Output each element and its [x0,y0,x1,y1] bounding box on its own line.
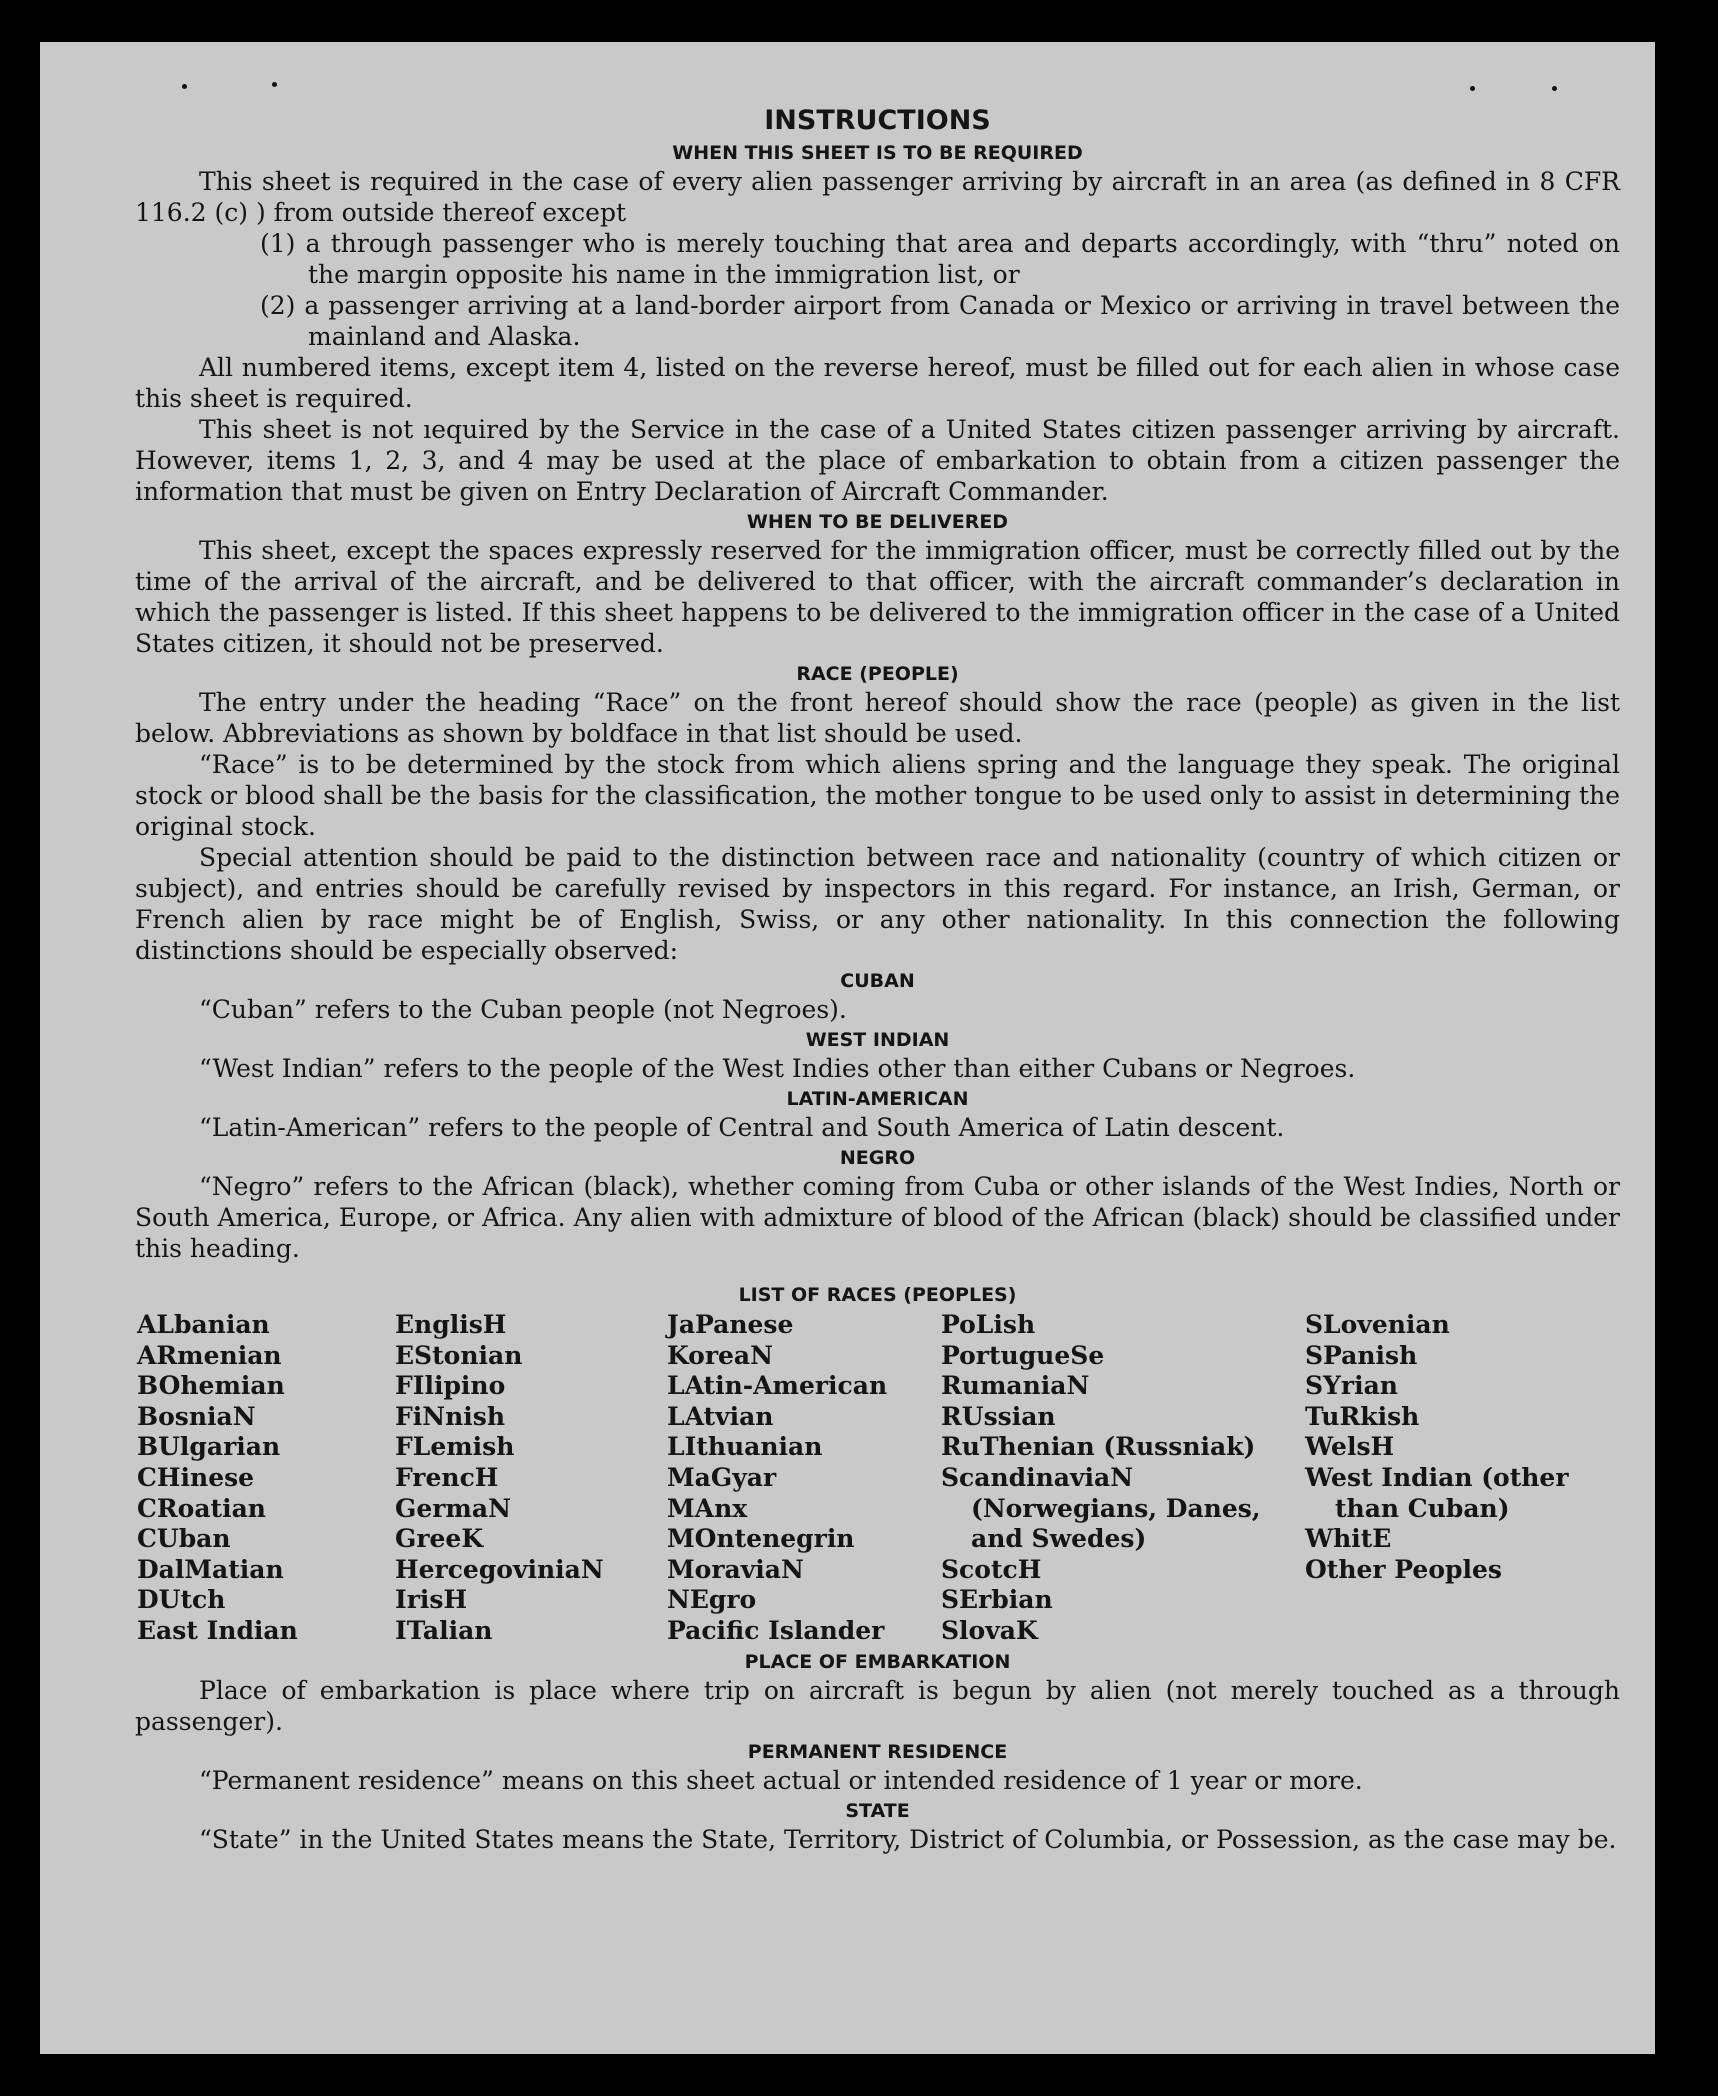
race-column [1305,1310,1585,1647]
race-entry: LAtvian [667,1401,774,1431]
paragraph: The entry under the heading “Race” on the front hereof should show the race (people) as given in the list below. Abbreviations as shown by boldface in that list should be used. [135,688,1620,748]
paragraph: “Permanent residence” means on this sheet actual or intended residence of 1 year or more. [199,1765,1363,1795]
paragraph: “Negro” refers to the African (black), whether coming from Cuba or other islands of the West Indies, North or South America, Europe, or Africa. Any alien with admixture of blood of the African (black) should be classified under this heading. [135,1172,1620,1263]
section-heading: WHEN TO BE DELIVERED [746,511,1009,533]
race-entry: SErbian [941,1585,1053,1615]
race-entry: SLovenian [1305,1310,1450,1339]
paragraph: This sheet, except the spaces expressly reserved for the immigration officer, must be correctly filled out by the time of the arrival of the aircraft, and be delivered to that officer, with the aircraft commander’s declaration in which the passenger is listed. If this sheet happens to be delivered to the immigration officer in the case of a United States citizen, it should not be preserved. [135,536,1620,658]
race-entry: BosniaN [137,1401,256,1431]
paragraph: “State” in the United States means the State, Territory, District of Columbia, or Possession, as the case may be. [199,1824,1617,1854]
race-entry: NEgro [667,1585,757,1615]
paragraph: “West Indian” refers to the people of the West Indies other than either Cubans or Negroes. [199,1054,1356,1083]
race-list [137,1310,1620,1647]
list-item: (1) a through passenger who is merely touching that area and departs accordingly, with “thru” noted on the margin opposite his name in the immigration list, or [260,229,1620,289]
race-entry: BOhemian [137,1371,285,1401]
race-entry: ITalian [395,1615,493,1645]
race-entry: KoreaN [667,1340,773,1370]
race-entry: JaPanese [667,1310,794,1339]
race-entry: GermaN [395,1493,511,1523]
race-entry: DalMatian [137,1554,284,1584]
paragraph: All numbered items, except item 4, listed on the reverse hereof, must be filled out for each alien in whose case this sheet is required. [135,353,1620,413]
race-entry: CRoatian [137,1493,266,1523]
speck-mark [1470,86,1475,91]
paragraph: “Cuban” refers to the Cuban people (not Negroes). [199,995,847,1024]
section-heading: PLACE OF EMBARKATION [744,1650,1011,1673]
section-heading: STATE [845,1799,910,1822]
race-entry: PortugueSe [941,1340,1105,1370]
race-entry: CHinese [137,1462,255,1492]
paragraph: “Race” is to be determined by the stock from which aliens spring and the language they speak. The original stock or blood shall be the basis for the classification, the mother tongue to be used only to assist in determining the original stock. [135,750,1620,841]
race-column [667,1310,941,1647]
paragraph: This sheet is required in the case of every alien passenger arriving by aircraft in an area (as defined in 8 CFR 116.2 (c) ) from outside thereof except [135,167,1620,227]
race-column [941,1310,1305,1647]
list-item: (2) a passenger arriving at a land-border airport from Canada or Mexico or arriving in travel between the mainland and Alaska. [260,291,1620,351]
race-entry: EnglisH [395,1310,507,1339]
instructions-content [135,104,1620,1855]
race-entry: SYrian [1305,1371,1398,1401]
race-entry: FiNnish [395,1401,506,1431]
race-entry: FrencH [395,1462,499,1492]
page-title: INSTRUCTIONS [764,105,991,136]
race-entry: EStonian [395,1340,523,1370]
race-entry: ScotcH [941,1554,1042,1584]
race-entry: Pacific Islander [667,1615,885,1645]
race-entry: FIlipino [395,1371,506,1401]
race-entry: ScandinaviaN (Norwegians, Danes, and Swedes) [941,1462,1261,1554]
race-column [137,1310,395,1647]
race-entry: FLemish [395,1432,515,1462]
race-entry: WhitE [1305,1524,1392,1554]
race-entry: Other Peoples [1305,1554,1502,1584]
race-entry: BUlgarian [137,1432,281,1462]
speck-mark [1552,86,1557,91]
race-entry: West Indian (other than Cuban) [1305,1462,1569,1523]
section-heading: CUBAN [840,970,915,992]
race-entry: MaGyar [667,1462,777,1492]
race-column [395,1310,667,1647]
speck-mark [272,82,277,87]
race-entry: SPanish [1305,1340,1418,1370]
race-entry: CUban [137,1524,231,1554]
race-entry: MOntenegrin [667,1524,855,1554]
race-entry: LIthuanian [667,1432,823,1462]
section-heading: LATIN-AMERICAN [786,1088,969,1110]
section-heading: WEST INDIAN [805,1029,950,1051]
race-entry: ALbanian [137,1310,270,1339]
race-entry: PoLish [941,1310,1036,1339]
race-entry: WelsH [1305,1432,1395,1462]
race-entry: RUssian [941,1401,1056,1431]
race-entry: MoraviaN [667,1554,804,1584]
section-heading: WHEN THIS SHEET IS TO BE REQUIRED [672,142,1083,164]
race-entry: GreeK [395,1524,484,1554]
race-entry: RumaniaN [941,1371,1090,1401]
section-heading: PERMANENT RESIDENCE [747,1740,1008,1763]
race-entry: SlovaK [941,1615,1038,1645]
speck-mark [182,84,187,89]
race-entry: LAtin-American [667,1371,888,1401]
section-heading: LIST OF RACES (PEOPLES) [738,1284,1017,1306]
paragraph: Place of embarkation is place where trip on aircraft is begun by alien (not merely touched as a through passenger). [135,1675,1620,1736]
race-entry: HercegoviniaN [395,1554,604,1584]
document-page [40,42,1655,2054]
race-entry: RuThenian (Russniak) [941,1432,1256,1462]
section-heading: RACE (PEOPLE) [796,663,959,685]
race-entry: IrisH [395,1585,468,1615]
race-entry: MAnx [667,1493,748,1523]
race-entry: DUtch [137,1585,226,1615]
paragraph: “Latin-American” refers to the people of Central and South America of Latin descent. [199,1113,1285,1142]
paragraph: Special attention should be paid to the distinction between race and nationality (country of which citizen or subject), and entries should be carefully revised by inspectors in this regard. For instance, an Irish, German, or French alien by race might be of English, Swiss, or any other nationality. In this connection the following distinctions should be especially observed: [135,843,1620,965]
race-entry: ARmenian [137,1340,282,1370]
section-heading: NEGRO [839,1147,916,1169]
race-entry: TuRkish [1305,1401,1420,1431]
race-entry: East Indian [137,1615,298,1645]
paragraph: This sheet is not ıequired by the Service in the case of a United States citizen passenger arriving by aircraft. However, items 1, 2, 3, and 4 may be used at the place of embarkation to obtain from a citizen passenger the information that must be given on Entry Declaration of Aircraft Commander. [135,415,1620,506]
